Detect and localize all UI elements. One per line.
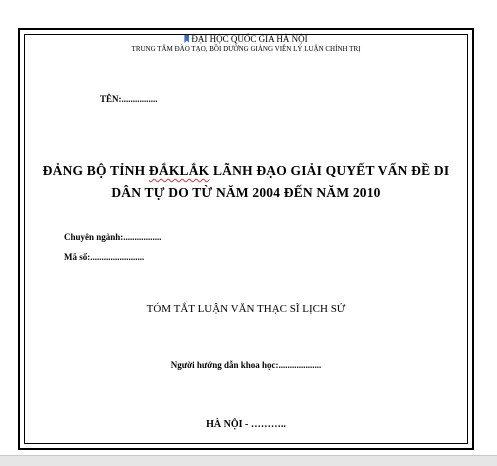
spellcheck-word: ĐẮKLẮK bbox=[148, 163, 210, 178]
bookmark-icon[interactable] bbox=[184, 35, 189, 43]
university-heading bbox=[20, 34, 472, 44]
thesis-title-line-2: DÂN TỰ DO TỪ NĂM 2004 ĐẾN NĂM 2010 bbox=[111, 185, 381, 200]
viewer-canvas-edge bbox=[0, 455, 497, 466]
cover-page-border bbox=[18, 28, 474, 450]
specialization-field: Chuyên ngành:................. bbox=[64, 232, 162, 242]
training-center-heading: TRUNG TÂM ĐÀO TẠO, BỒI DƯỠNG GIẢNG VIÊN LÝ LUẬN CHÍNH TRỊ bbox=[131, 45, 361, 53]
advisor-field: Người hướng dẫn khoa học:................... bbox=[170, 360, 322, 370]
code-field: Mã số:........................ bbox=[64, 252, 145, 262]
place-date: HÀ NỘI - ……….. bbox=[206, 419, 286, 430]
summary-label: TÓM TẮT LUẬN VĂN THẠC SĨ LỊCH SỬ bbox=[146, 303, 346, 315]
name-field: TÊN:................ bbox=[100, 94, 158, 104]
thesis-title bbox=[20, 160, 472, 204]
university-name: ĐẠI HỌC QUỐC GIA HÀ NỘI bbox=[191, 34, 308, 44]
thesis-title-line-1: ĐẢNG BỘ TỈNH ĐẮKLẮK LÃNH ĐẠO GIẢI QUYẾT VẤN ĐỀ DI bbox=[42, 163, 450, 178]
